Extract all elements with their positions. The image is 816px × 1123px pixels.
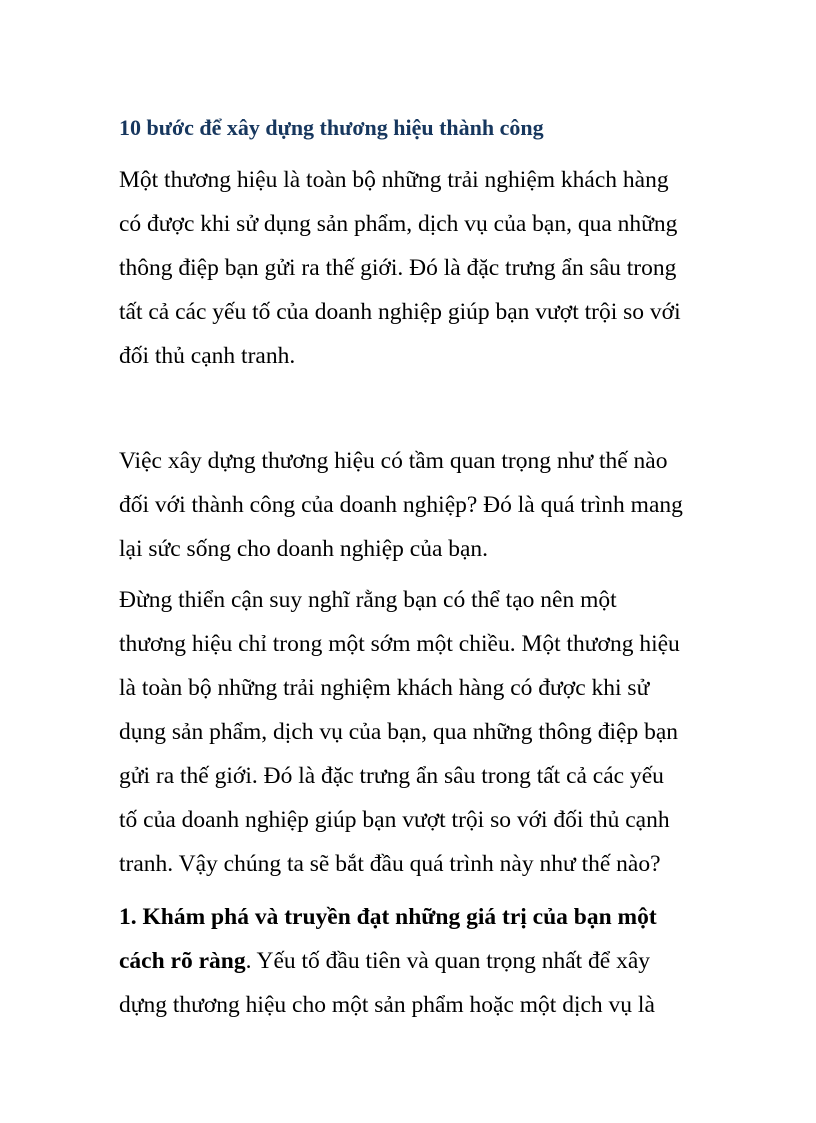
intro-paragraph xyxy=(119,158,681,378)
text-line: đối thủ cạnh tranh. xyxy=(119,343,296,369)
text-line: dụng sản phẩm, dịch vụ của bạn, qua những thông điệp bạn xyxy=(119,719,678,745)
text-line: thông điệp bạn gửi ra thế giới. Đó là đặc trưng ẩn sâu trong xyxy=(119,255,677,281)
text-line: thương hiệu chỉ trong một sớm một chiều. Một thương hiệu xyxy=(119,631,680,657)
text-line: tố của doanh nghiệp giúp bạn vượt trội so với đối thủ cạnh xyxy=(119,807,670,833)
text-line: Một thương hiệu là toàn bộ những trải nghiệm khách hàng xyxy=(119,167,669,193)
text-line: lại sức sống cho doanh nghiệp của bạn. xyxy=(119,536,489,562)
caution-paragraph xyxy=(119,578,680,886)
text-line xyxy=(119,895,657,939)
text-line: Việc xây dựng thương hiệu có tầm quan trọng như thế nào xyxy=(119,448,668,474)
step-1-heading-end: cách rõ ràng xyxy=(119,948,246,974)
text-line: là toàn bộ những trải nghiệm khách hàng có được khi sử xyxy=(119,675,650,701)
text-line: tất cả các yếu tố của doanh nghiệp giúp bạn vượt trội so với xyxy=(119,299,681,325)
text-line: Đừng thiển cận suy nghĩ rằng bạn có thể tạo nên một xyxy=(119,587,617,613)
document-title: 10 bước để xây dựng thương hiệu thành công xyxy=(119,115,544,140)
step-1-paragraph xyxy=(119,895,657,1027)
text-line: tranh. Vậy chúng ta sẽ bắt đầu quá trình này như thế nào? xyxy=(119,851,661,877)
text-line: có được khi sử dụng sản phẩm, dịch vụ của bạn, qua những xyxy=(119,211,678,237)
text-line xyxy=(119,939,657,983)
importance-paragraph xyxy=(119,439,683,571)
step-1-heading: 1. Khám phá và truyền đạt những giá trị của bạn một xyxy=(119,904,657,930)
text-line: dựng thương hiệu cho một sản phẩm hoặc một dịch vụ là xyxy=(119,992,655,1018)
text-line: đối với thành công của doanh nghiệp? Đó là quá trình mang xyxy=(119,492,683,518)
text-line: gửi ra thế giới. Đó là đặc trưng ẩn sâu trong tất cả các yếu xyxy=(119,763,664,789)
step-1-text: . Yếu tố đầu tiên và quan trọng nhất để xây xyxy=(245,948,651,974)
